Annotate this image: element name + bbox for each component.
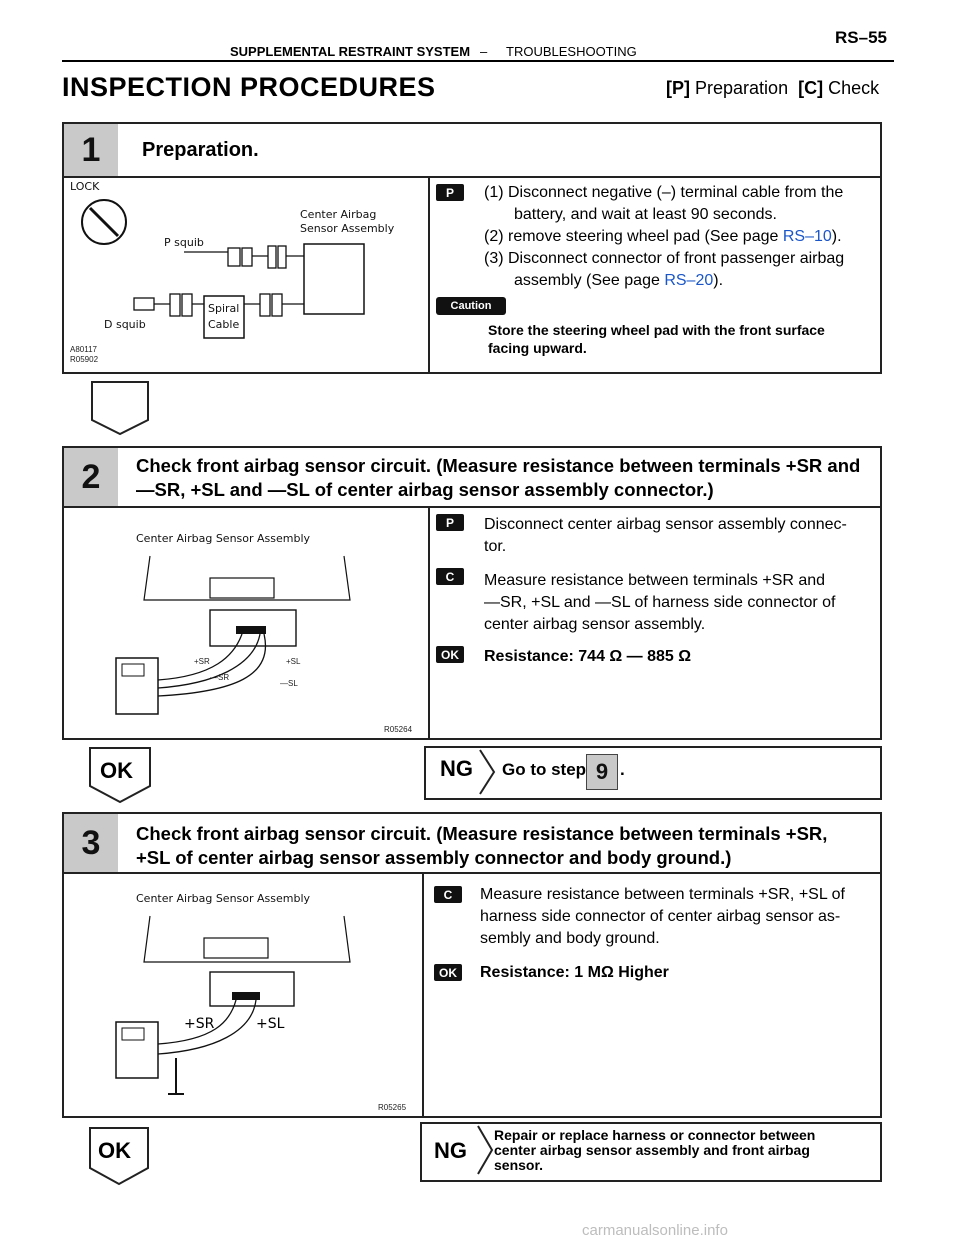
step1-item1b: battery, and wait at least 90 seconds.: [514, 206, 777, 223]
header-separator: –: [480, 44, 488, 59]
step1-item3c: ).: [713, 272, 724, 289]
step1-item2b: ).: [831, 228, 842, 245]
step2-p-text-1: Disconnect center airbag sensor assembly connec-: [484, 516, 847, 533]
diagram-center-2: Sensor Assembly: [300, 222, 395, 235]
page-title: INSPECTION PROCEDURES: [62, 72, 436, 102]
step1-panel: [62, 122, 882, 374]
step2-ng-label: NG: [440, 756, 473, 781]
step1-item2: [484, 226, 842, 247]
step3-title-2: +SL of center airbag sensor assembly connector and body ground.): [136, 847, 732, 868]
legend-p-key: [P]: [666, 78, 690, 98]
step3-divider: [422, 872, 424, 1116]
step2-goto: Go to step: [502, 760, 587, 779]
step1-title: Preparation.: [142, 139, 259, 161]
step3-ng-text-3: sensor.: [494, 1157, 544, 1173]
step2-ok-label: OK: [100, 758, 133, 783]
step1-link-rs20[interactable]: RS–20: [664, 272, 714, 289]
step3-ng-arrow: [476, 1124, 496, 1176]
legend: [666, 78, 879, 99]
step3-resistance: Resistance: 1 MΩ Higher: [480, 964, 669, 981]
step2-c-text-2: —SR, +SL and —SL of harness side connector of: [484, 594, 836, 611]
diagram3-plus-sl: +SL: [256, 1016, 285, 1032]
diagram-spiral-2: Cable: [208, 318, 240, 331]
step3-ng-label: NG: [434, 1138, 467, 1163]
step3-ng-text-1: Repair or replace harness or connector between: [494, 1127, 816, 1143]
step3-ok-label: OK: [98, 1138, 131, 1163]
diagram-p-squib: P squib: [164, 236, 204, 249]
step1-divider: [428, 176, 430, 372]
step1-link-rs10[interactable]: RS–10: [782, 228, 832, 245]
step1-number: 1: [64, 124, 118, 176]
diagram-d-squib: D squib: [104, 318, 146, 331]
step3-diagram: [64, 872, 420, 1114]
diagram-lock-label: LOCK: [70, 180, 100, 193]
step2-title-2: —SR, +SL and —SL of center airbag sensor assembly connector.): [136, 479, 714, 500]
legend-c-key: [C]: [798, 78, 824, 98]
caution-text-2: facing upward.: [488, 340, 587, 356]
step3-panel: [62, 812, 882, 1118]
diagram-spiral-1: Spiral: [208, 302, 240, 315]
caution-text-1: Store the steering wheel pad with the front surface: [488, 322, 825, 338]
diagram-minus-sl: —SL: [280, 679, 298, 688]
step1-tag-p: P: [436, 184, 464, 201]
page-number: RS–55: [835, 28, 887, 47]
step2-c-text-3: center airbag sensor assembly.: [484, 616, 706, 633]
connector-face-3: [210, 972, 294, 1006]
step1-item3: [514, 270, 723, 291]
step2-divider: [428, 506, 430, 738]
step2-c-text-1: Measure resistance between terminals +SR and: [484, 572, 826, 589]
step2-tag-ok: OK: [436, 646, 464, 663]
step3-c-text-3: sembly and body ground.: [480, 930, 660, 947]
step2-tag-p: P: [436, 514, 464, 531]
diagram-assembly-label: Center Airbag Sensor Assembly: [136, 532, 311, 545]
step3-number: 3: [64, 814, 118, 872]
diagram-center-1: Center Airbag: [300, 208, 377, 221]
legend-p-text: Preparation: [695, 78, 789, 98]
diagram3-code: R05265: [378, 1103, 407, 1112]
diagram-code-2: R05902: [70, 355, 99, 364]
lock-slot: [90, 208, 118, 236]
step2-goto-step[interactable]: 9: [586, 754, 618, 790]
caution-tag: Caution: [436, 297, 506, 315]
diagram-minus-sr: —SR: [210, 673, 230, 682]
step1-item3b: assembly (See page: [514, 272, 665, 289]
diagram3-plus-sr: +SR: [184, 1016, 215, 1032]
step1-item2a: (2) remove steering wheel pad (See page: [484, 228, 783, 245]
step2-number: 2: [64, 448, 118, 506]
legend-c-text: Check: [828, 78, 880, 98]
diagram-plus-sl: +SL: [286, 657, 301, 666]
step2-p-text-2: tor.: [484, 538, 507, 555]
step2-resistance: Resistance: 744 Ω — 885 Ω: [484, 648, 692, 665]
diagram-assembly-label-3: Center Airbag Sensor Assembly: [136, 892, 311, 905]
step3-tag-ok: OK: [434, 964, 462, 981]
diagram-plus-sr: +SR: [194, 657, 210, 666]
step3-c-text-2: harness side connector of center airbag sensor as-: [480, 908, 841, 925]
step2-ng-arrow: [478, 748, 498, 796]
diagram-code: R05264: [384, 725, 413, 734]
step2-diagram: [64, 506, 426, 736]
watermark: carmanualsonline.info: [582, 1222, 728, 1239]
step2-goto-end: .: [620, 760, 625, 779]
step3-ng-text-2: center airbag sensor assembly and front airbag: [494, 1142, 810, 1158]
step3-tag-c: C: [434, 886, 462, 903]
header-subsection: TROUBLESHOOTING: [506, 44, 637, 59]
header-section: SUPPLEMENTAL RESTRAINT SYSTEM: [230, 44, 471, 59]
step1-item3a: (3) Disconnect connector of front passenger airbag: [484, 250, 845, 267]
step1-diagram: [64, 176, 426, 370]
diagram-code-1: A80117: [70, 345, 97, 354]
step3-title-1: Check front airbag sensor circuit. (Measure resistance between terminals +SR,: [136, 823, 828, 844]
step2-tag-c: C: [436, 568, 464, 585]
step2-panel: [62, 446, 882, 740]
step1-item1a: (1) Disconnect negative (–) terminal cable from the: [484, 184, 844, 201]
header-rule: [62, 60, 894, 62]
center-sensor-box: [304, 244, 364, 314]
continue-arrow-1: [90, 380, 152, 436]
step2-title-1: Check front airbag sensor circuit. (Measure resistance between terminals +SR and: [136, 455, 861, 476]
step3-c-text-1: Measure resistance between terminals +SR, +SL of: [480, 886, 845, 903]
